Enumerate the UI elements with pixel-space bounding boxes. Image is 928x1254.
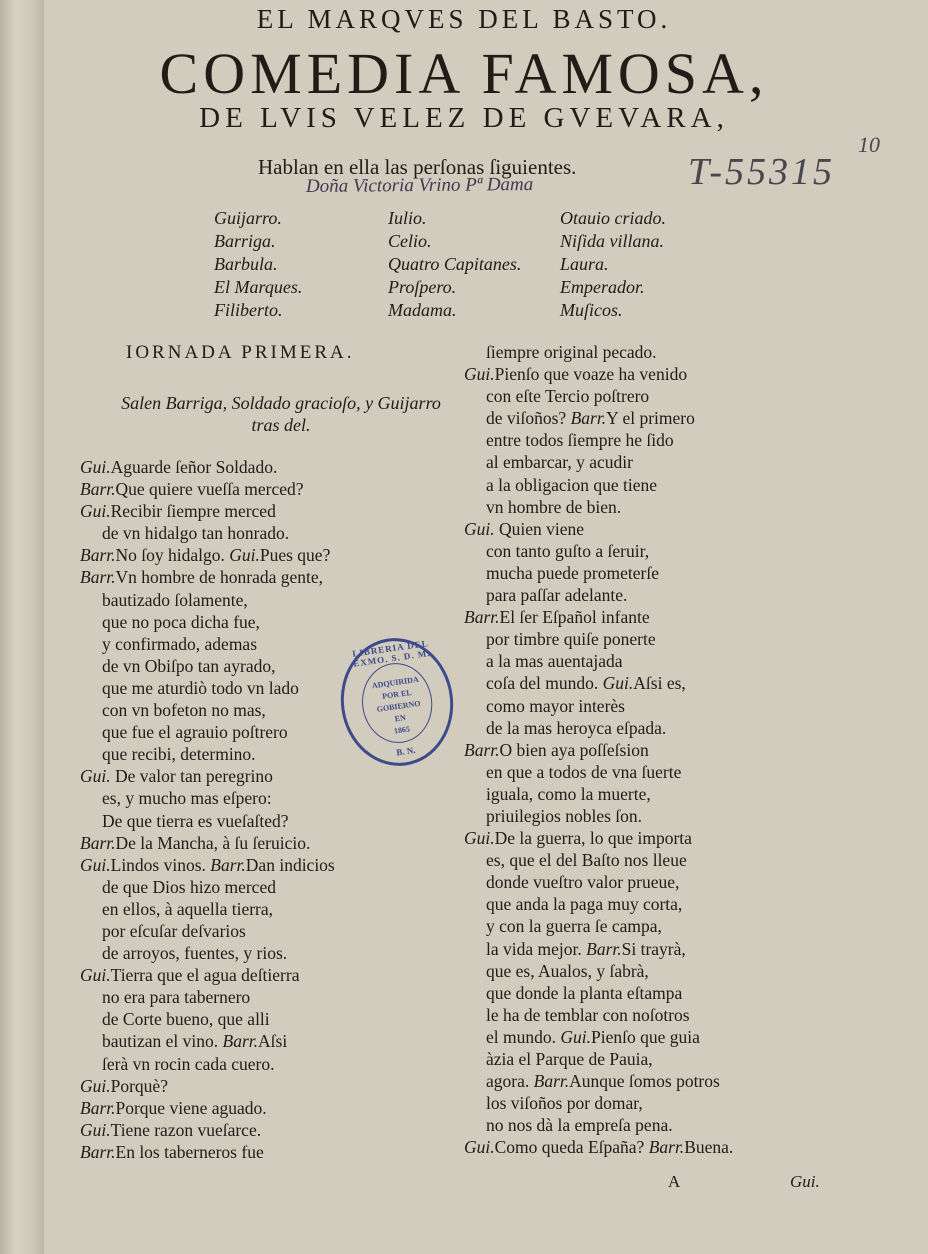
left-text-column — [80, 456, 335, 1163]
verse-text: Buena. — [684, 1137, 734, 1158]
speaker-label: Barr. — [80, 1141, 116, 1162]
verse-text: De que tierra es vueſaſted? — [102, 810, 289, 831]
stamp-ring-text: LIBRERIA DEL EXMO. S. D. M. — [351, 638, 432, 669]
speaker-label: Gui. — [229, 545, 260, 566]
verse-text: Pienſo que voaze ha venido — [494, 364, 688, 385]
verse-text: De valor tan peregrino — [110, 766, 273, 787]
handwritten-shelfmark: T-55315 — [688, 151, 835, 193]
verse-text: Si trayrà, — [621, 938, 686, 959]
verse-line — [464, 915, 733, 937]
verse-text: Dan indicios — [245, 854, 335, 875]
verse-text: que recibi, determino. — [102, 744, 256, 765]
verse-text: al embarcar, y acudir — [486, 452, 633, 473]
verse-text: que anda la paga muy corta, — [486, 894, 683, 915]
persona-barriga: Barriga. — [214, 231, 276, 251]
speaker-label: Barr. — [80, 567, 116, 588]
catchword: Gui. — [790, 1172, 820, 1191]
verse-line — [80, 721, 335, 743]
handwritten-note: Doña Victoria Vrino Pª Dama — [305, 174, 534, 197]
verse-line — [464, 1136, 733, 1158]
verse-line — [464, 805, 733, 827]
verse-line — [80, 1141, 335, 1163]
verse-line — [464, 893, 733, 915]
speaker-label: Gui. — [80, 965, 111, 986]
verse-text: de que Dios hizo merced — [102, 876, 276, 897]
persona-filiberto: Filiberto. — [214, 300, 283, 320]
verse-text: no nos dà la empreſa pena. — [486, 1115, 673, 1136]
verse-text: Aunque ſomos potros — [569, 1071, 720, 1092]
speaker-label: Barr. — [464, 739, 500, 760]
verse-line — [464, 695, 733, 717]
page-title: COMEDIA FAMOSA, — [159, 41, 769, 106]
verse-text: àzia el Parque de Pauia, — [486, 1049, 653, 1069]
verse-line — [464, 606, 733, 628]
verse-text: Porquè? — [110, 1075, 168, 1096]
speaker-label: Barr. — [80, 479, 116, 500]
verse-line — [464, 827, 733, 849]
persona-musicos: Muſicos. — [560, 300, 623, 320]
persona-otauio: Otauio criado. — [560, 208, 666, 228]
persona-emperador: Emperador. — [560, 277, 645, 297]
running-title: EL MARQVES DEL BASTO. — [256, 4, 672, 34]
verse-line — [80, 1075, 335, 1097]
persona-madama: Madama. — [388, 300, 457, 320]
verse-text: Pues que? — [259, 545, 331, 566]
speaker-label: Barr. — [570, 408, 607, 429]
verse-text: Aguarde ſeñor Soldado. — [110, 457, 278, 477]
verse-text: por timbre quiſe ponerte — [486, 629, 656, 650]
verse-line — [80, 1008, 335, 1030]
verse-text: Vn hombre de honrada gente, — [115, 567, 323, 588]
verse-line — [464, 672, 733, 694]
verse-text: con tanto guſto a ſeruir, — [486, 540, 650, 561]
verse-text: que es, Aualos, y ſabrà, — [486, 960, 649, 981]
verse-line — [464, 938, 733, 960]
verse-line — [80, 1097, 335, 1119]
stamp-center-text — [363, 673, 435, 741]
verse-line — [464, 540, 733, 562]
verse-text: priuilegios nobles ſon. — [486, 805, 643, 826]
speaker-label: Barr. — [80, 832, 116, 853]
verse-text: vn hombre de bien. — [486, 496, 622, 517]
page-spine — [0, 0, 44, 1254]
verse-text: Tiene razon vueſarce. — [110, 1119, 262, 1140]
verse-text: y con la guerra ſe campa, — [486, 916, 662, 937]
verse-line — [80, 765, 335, 787]
verse-line — [80, 787, 335, 809]
verse-text: bautizado ſolamente, — [102, 589, 248, 610]
verse-line — [464, 584, 733, 606]
verse-text: De la Mancha, à ſu ſeruicio. — [115, 832, 311, 853]
verse-text: de vn hidalgo tan honrado. — [102, 523, 290, 544]
speaker-label: Gui. — [80, 854, 111, 875]
verse-line — [80, 500, 335, 522]
verse-text: bautizan el vino. — [102, 1031, 223, 1052]
verse-line — [80, 832, 335, 854]
speaker-label: Barr. — [222, 1031, 259, 1052]
verse-text: iguala, como la muerte, — [486, 783, 651, 804]
verse-text: le ha de temblar con noſotros — [486, 1004, 690, 1025]
verse-text: como mayor interès — [486, 695, 625, 716]
verse-text: No ſoy hidalgo. — [115, 545, 230, 566]
verse-text: Como queda Eſpaña? — [494, 1137, 649, 1158]
verse-line — [464, 871, 733, 893]
verse-line — [464, 1092, 733, 1114]
verse-text: Aſsi es, — [633, 673, 686, 694]
verse-line — [80, 810, 335, 832]
verse-text: y confirmado, ademas — [102, 633, 258, 654]
verse-line — [464, 341, 733, 363]
speaker-label: Gui. — [464, 518, 495, 539]
stamp-line: EN — [394, 712, 407, 724]
persona-iulio: Iulio. — [388, 208, 427, 228]
verse-text: de vn Obiſpo tan ayrado, — [102, 655, 276, 676]
speaker-label: Gui. — [602, 673, 634, 694]
verse-line — [464, 628, 733, 650]
verse-line — [80, 898, 335, 920]
verse-text: para paſſar adelante. — [486, 585, 628, 606]
verse-line — [464, 363, 733, 385]
verse-text: Lindos vinos. — [110, 854, 211, 875]
verse-line — [80, 456, 335, 478]
verse-text: es, que el del Baſto nos lleue — [486, 850, 687, 871]
act-heading: IORNADA PRIMERA. — [126, 342, 355, 363]
verse-text: con vn bofeton no mas, — [102, 700, 266, 721]
verse-line — [464, 960, 733, 982]
verse-text: ſiempre original pecado. — [486, 342, 657, 362]
verse-line — [80, 942, 335, 964]
verse-text: que no poca dicha fue, — [102, 611, 260, 632]
verse-line — [80, 743, 335, 765]
persona-prospero: Proſpero. — [388, 277, 457, 297]
verse-line — [464, 1026, 733, 1048]
verse-line — [80, 1030, 335, 1052]
verse-line — [80, 986, 335, 1008]
speaker-label: Barr. — [80, 1097, 116, 1118]
persona-guijarro: Guijarro. — [214, 208, 282, 228]
speaker-label: Gui. — [560, 1026, 591, 1047]
verse-text: donde vueſtro valor prueue, — [486, 872, 680, 893]
verse-line — [80, 964, 335, 986]
speaker-label: Gui. — [464, 1137, 495, 1158]
verse-text: mucha puede prometerſe — [486, 562, 659, 583]
persona-laura: Laura. — [560, 254, 609, 274]
verse-line — [464, 518, 733, 540]
verse-line — [80, 1119, 335, 1141]
verse-text: Que quiere vueſſa merced? — [115, 479, 304, 500]
verse-line — [80, 522, 335, 544]
verse-text: El ſer Eſpañol infante — [499, 607, 650, 628]
verse-text: Pienſo que guia — [591, 1026, 700, 1047]
speaker-label: Gui. — [464, 828, 495, 849]
verse-text: de Corte bueno, que alli — [102, 1009, 270, 1030]
verse-line — [464, 474, 733, 496]
speaker-label: Gui. — [80, 1075, 111, 1096]
verse-line — [464, 982, 733, 1004]
verse-line — [464, 385, 733, 407]
verse-line — [464, 783, 733, 805]
verse-line — [80, 544, 335, 566]
verse-text: Y el primero — [606, 408, 695, 429]
verse-text: es, y mucho mas eſpero: — [102, 788, 272, 809]
verse-text: coſa del mundo. — [486, 673, 603, 694]
speaker-label: Barr. — [464, 607, 500, 628]
speaker-label: Gui. — [80, 766, 111, 787]
verse-text: agora. — [486, 1071, 534, 1092]
verse-text: que fue el agrauio poſtrero — [102, 722, 288, 743]
verse-line — [464, 451, 733, 473]
persona-marques: El Marques. — [214, 277, 303, 297]
verse-line — [464, 1048, 733, 1070]
verse-text: entre todos ſiempre he ſido — [486, 430, 674, 451]
verse-line — [80, 920, 335, 942]
verse-text: En los taberneros fue — [115, 1141, 264, 1162]
verse-line — [464, 650, 733, 672]
verse-line — [464, 849, 733, 871]
speaker-label: Barr. — [586, 938, 622, 959]
verse-text: Aſsi — [258, 1031, 288, 1052]
persona-barbula: Barbula. — [214, 254, 278, 274]
persona-capitanes: Quatro Capitanes. — [388, 254, 522, 274]
verse-line — [464, 739, 733, 761]
verse-line — [464, 717, 733, 739]
stamp-line: GOBIERNO — [376, 698, 422, 714]
speaker-label: Barr. — [210, 854, 246, 875]
verse-text: la vida mejor. — [486, 938, 587, 959]
signature-mark: A — [668, 1172, 681, 1191]
verse-line — [464, 562, 733, 584]
verse-text: Recibir ſiempre merced — [110, 501, 276, 522]
speaker-label: Gui. — [80, 501, 111, 522]
stage-direction: Salen Barriga, Soldado gracioſo, y Guijarro tras del. — [121, 393, 441, 435]
verse-line — [80, 611, 335, 633]
verse-text: con eſte Tercio poſtrero — [486, 386, 650, 407]
verse-text: ſerà vn rocin cada cuero. — [102, 1053, 275, 1074]
verse-line — [80, 478, 335, 500]
verse-text: en ellos, à aquella tierra, — [102, 898, 274, 919]
verse-text: en que a todos de vna ſuerte — [486, 761, 682, 782]
stamp-line: ADQUIRIDA — [371, 674, 420, 691]
speaker-label: Barr. — [80, 545, 116, 566]
verse-text: no era para tabernero — [102, 987, 251, 1008]
verse-text: que donde la planta eſtampa — [486, 982, 683, 1003]
verse-line — [464, 1114, 733, 1136]
stamp-line: 1865 — [393, 724, 411, 736]
verse-line — [80, 655, 335, 677]
verse-text: De la guerra, lo que importa — [494, 828, 692, 849]
verse-text: Porque viene aguado. — [115, 1097, 267, 1118]
verse-text: a la obligacion que tiene — [486, 474, 658, 495]
verse-line — [464, 496, 733, 518]
persona-nisida: Niſida villana. — [560, 231, 665, 251]
personas-heading: Hablan en ella las perſonas ſiguientes. — [258, 155, 577, 179]
verse-text: el mundo. — [486, 1026, 561, 1047]
speaker-label: Barr. — [533, 1071, 570, 1092]
verse-line — [80, 1053, 335, 1075]
speaker-label: Gui. — [80, 457, 111, 477]
verse-line — [80, 589, 335, 611]
handwritten-number: 10 — [858, 132, 880, 157]
verse-text: Tierra que el agua deſtierra — [110, 965, 300, 986]
verse-text: a la mas auentajada — [486, 651, 623, 672]
verse-text: O bien aya poſſeſsion — [499, 739, 649, 760]
verse-text: de la mas heroyca eſpada. — [486, 717, 667, 738]
speaker-label: Barr. — [648, 1137, 685, 1158]
verse-text: los viſoños por domar, — [486, 1093, 643, 1114]
verse-text: de arroyos, fuentes, y rios. — [102, 943, 288, 964]
verse-line — [80, 677, 335, 699]
speaker-label: Gui. — [80, 1119, 111, 1140]
verse-line — [80, 876, 335, 898]
verse-line — [464, 1004, 733, 1026]
verse-line — [464, 761, 733, 783]
verse-line — [464, 1070, 733, 1092]
verse-line — [464, 429, 733, 451]
persona-celio: Celio. — [388, 231, 432, 251]
verse-line — [80, 566, 335, 588]
verse-line — [80, 854, 335, 876]
verse-line — [80, 699, 335, 721]
verse-line — [464, 407, 733, 429]
verse-text: Quien viene — [494, 518, 585, 539]
stamp-bottom-text: B. N. — [395, 744, 417, 758]
verse-text: por eſcuſar deſvarios — [102, 920, 246, 941]
verse-line — [80, 633, 335, 655]
verse-text: que me aturdiò todo vn lado — [102, 677, 299, 698]
stamp-line: POR EL — [381, 687, 413, 701]
right-text-column — [464, 341, 733, 1158]
author-line: DE LVIS VELEZ DE GVEVARA, — [199, 102, 729, 134]
verse-text: de viſoños? — [486, 408, 571, 429]
speaker-label: Gui. — [464, 364, 495, 385]
